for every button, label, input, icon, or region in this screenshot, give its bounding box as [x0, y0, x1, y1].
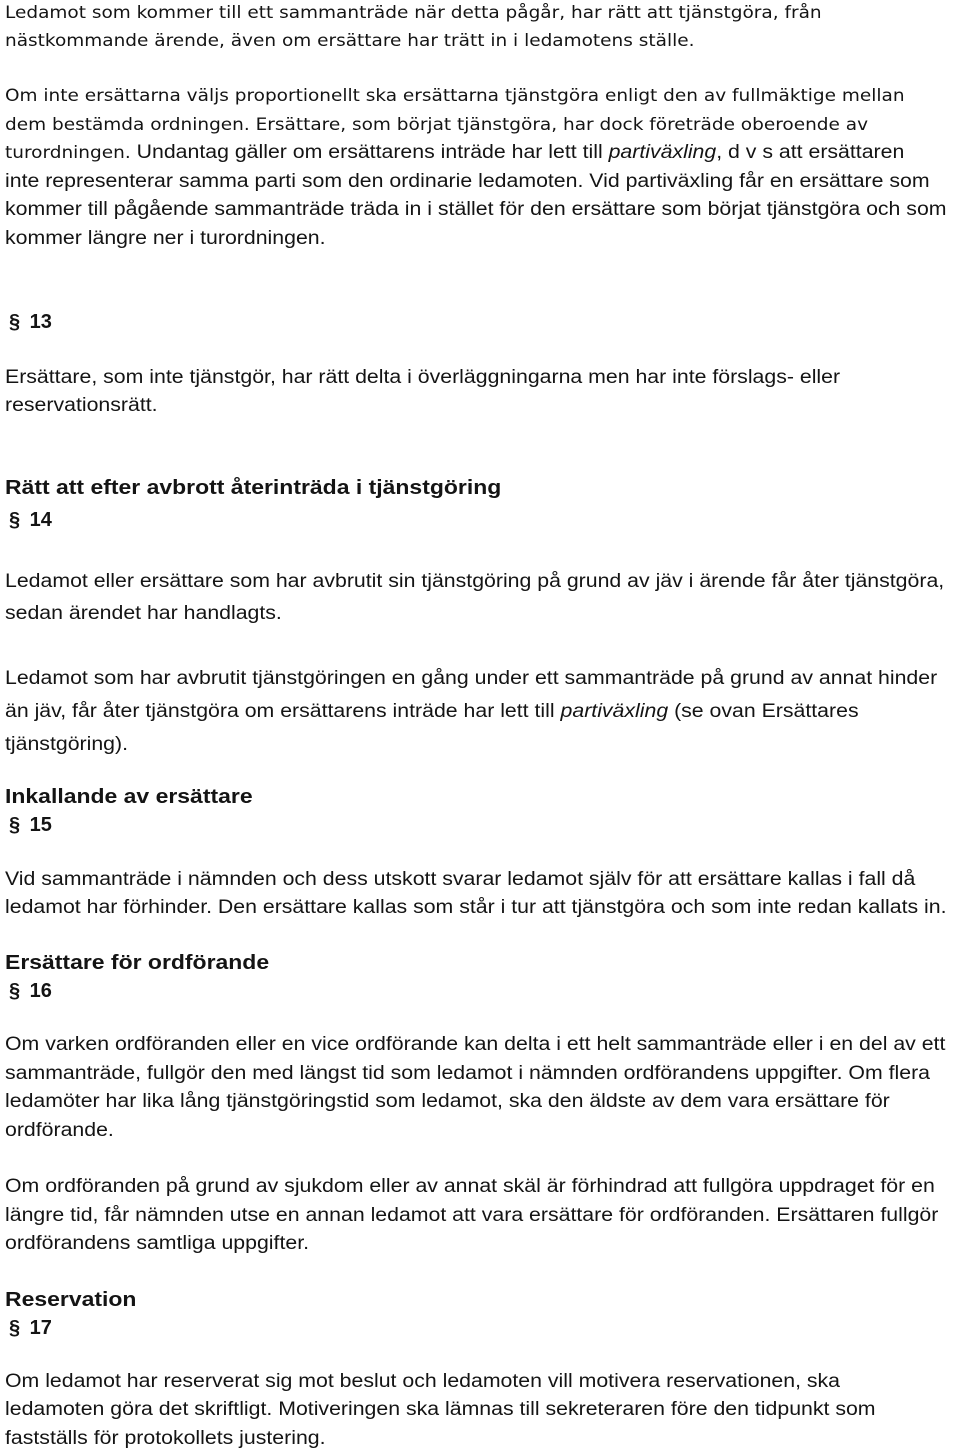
paragraph-line: ordförande.	[5, 1120, 114, 1141]
text-run: än jäv, får åter tjänstgöra om ersättarens inträde har lett till	[5, 701, 561, 722]
paragraph-line: sammanträde, fullgör den med längst tid som ledamot i nämnden ordförandens uppgifter. Om flera	[5, 1063, 930, 1084]
paragraph-line: reservationsrätt.	[5, 395, 158, 416]
paragraph-line: längre tid, får nämnden utse en annan ledamot att vara ersättare för ordföranden. Ersättaren fullgör	[5, 1205, 939, 1226]
paragraph-line: kommer längre ner i turordningen.	[5, 228, 326, 249]
paragraph-line: ledamoten göra det skriftligt. Motiveringen ska lämnas till sekreteraren före den tidpunkt som	[5, 1399, 876, 1420]
section-number: § 17	[9, 1317, 52, 1339]
text-run: turordningen.	[5, 143, 131, 162]
section-number: § 16	[9, 980, 52, 1002]
italic-term: partiväxling	[560, 701, 669, 722]
paragraph-line: sedan ärendet har handlagts.	[5, 603, 282, 624]
paragraph-line: inte representerar samma parti som den ordinarie ledamoten. Vid partiväxling får en ersättare som	[5, 171, 930, 192]
text-run: (se ovan Ersättares	[668, 701, 859, 722]
paragraph-line: Om varken ordföranden eller en vice ordförande kan delta i ett helt sammanträde eller i en del av ett	[5, 1034, 946, 1055]
section-number: § 13	[9, 311, 52, 333]
text-run: Undantag gäller om ersättarens inträde har lett till	[130, 142, 609, 163]
paragraph-line: ledamöter har lika lång tjänstgöringstid som ledamot, ska den äldste av dem vara ersättare för	[5, 1091, 890, 1112]
section-number: § 14	[9, 509, 52, 531]
paragraph-line: Om ledamot har reserverat sig mot beslut och ledamoten vill motivera reservationen, ska	[5, 1371, 841, 1392]
paragraph-line: ledamot har förhinder. Den ersättare kallas som står i tur att tjänstgöra och som inte redan kallats in.	[5, 897, 947, 918]
paragraph-line: Vid sammanträde i nämnden och dess utskott svarar ledamot själv för att ersättare kallas i fall då	[5, 869, 916, 890]
section-number: § 15	[9, 814, 52, 836]
paragraph-line: ordförandens samtliga uppgifter.	[5, 1233, 310, 1254]
paragraph-line: Ledamot som har avbrutit tjänstgöringen en gång under ett sammanträde på grund av annat hinder	[5, 668, 938, 689]
section-heading: Inkallande av ersättare	[5, 785, 253, 808]
paragraph-line	[5, 141, 904, 165]
section-heading: Ersättare för ordförande	[5, 951, 270, 974]
text-run: , d v s att ersättaren	[716, 142, 905, 163]
italic-term: partiväxling	[608, 142, 717, 163]
paragraph-line: tjänstgöring).	[5, 734, 129, 755]
paragraph-line: dem bestämda ordningen. Ersättare, som börjat tjänstgöra, har dock företräde oberoende av	[5, 115, 869, 134]
section-heading: Rätt att efter avbrott återinträda i tjänstgöring	[5, 476, 502, 499]
paragraph-line: Ledamot eller ersättare som har avbrutit sin tjänstgöring på grund av jäv i ärende får åter tjänstgöra,	[5, 571, 945, 592]
paragraph-line: Om ordföranden på grund av sjukdom eller av annat skäl är förhindrad att fullgöra uppdraget för en	[5, 1176, 935, 1197]
paragraph-line: Om inte ersättarna väljs proportionellt ska ersättarna tjänstgöra enligt den av fullmäktige mellan	[5, 86, 905, 105]
section-heading: Reservation	[5, 1288, 137, 1311]
paragraph-line: fastställs för protokollets justering.	[5, 1428, 326, 1449]
paragraph-line: Ersättare, som inte tjänstgör, har rätt delta i överläggningarna men har inte förslags- eller	[5, 367, 841, 388]
paragraph-line: kommer till pågående sammanträde träda in i stället för den ersättare som börjat tjänstgöra och som	[5, 199, 947, 220]
paragraph-line: Ledamot som kommer till ett sammanträde när detta pågår, har rätt att tjänstgöra, från	[5, 3, 822, 22]
paragraph-line: nästkommande ärende, även om ersättare har trätt in i ledamotens ställe.	[5, 31, 695, 50]
paragraph-line	[5, 700, 859, 724]
